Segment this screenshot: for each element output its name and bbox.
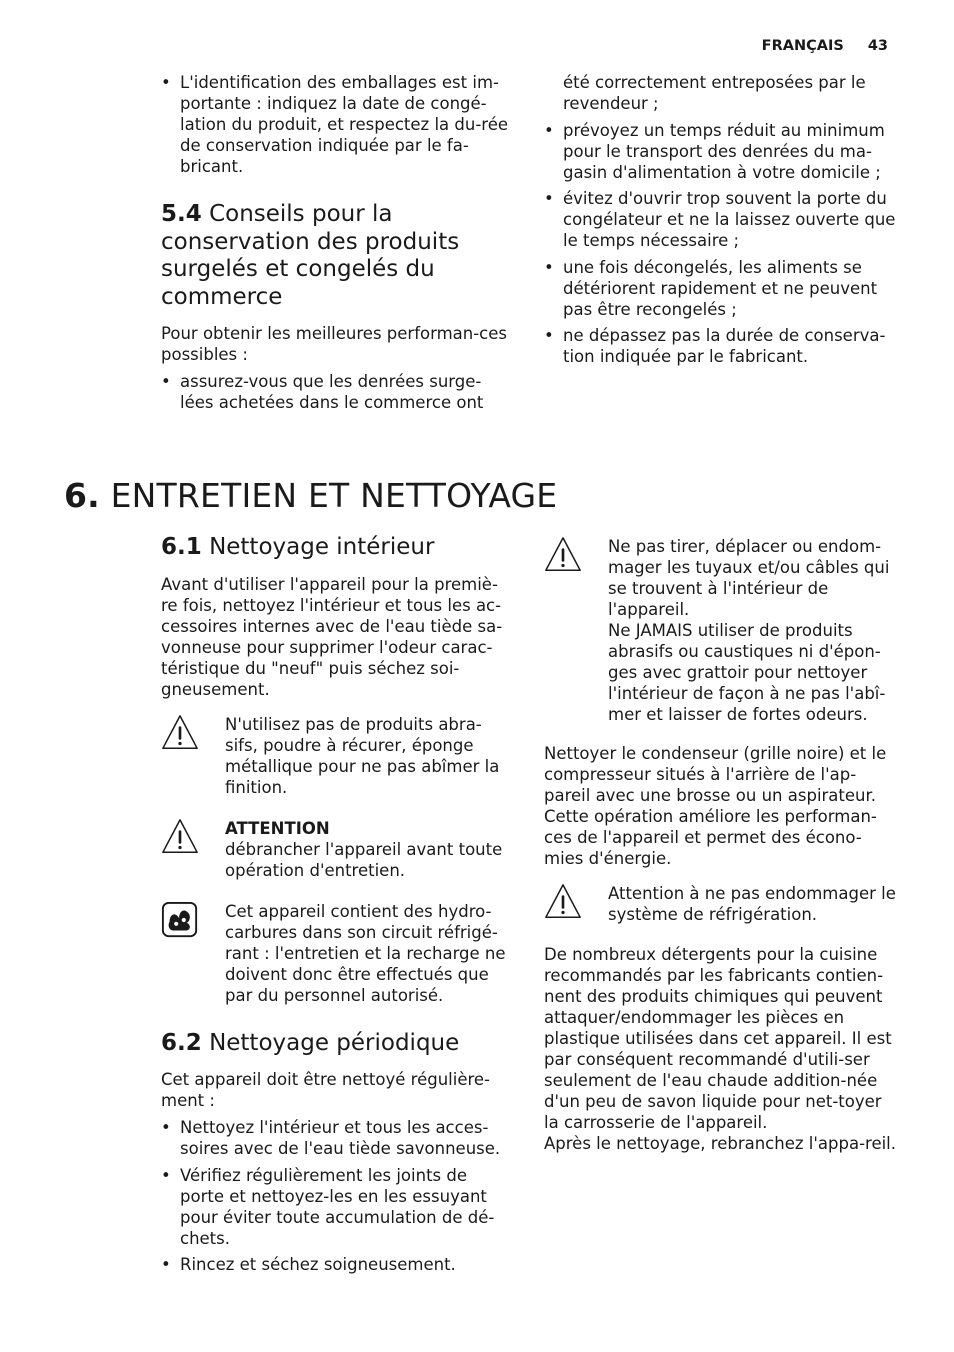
attention-block: [161, 818, 513, 881]
warning-block: [544, 536, 898, 725]
paragraph: Avant d'utiliser l'appareil pour la premiè-re fois, nettoyez l'intérieur et tous les ac-cessoires internes avec de l'eau tiède sa-vonneuse pour supprimer l'odeur carac-téristique du "neuf" puis séchez soi-gneusement.: [161, 574, 503, 699]
warning-triangle-icon: [544, 536, 582, 574]
environment-note-block: [161, 901, 513, 1006]
list-item: • une fois décongelés, les aliments se détériorent rapidement et ne peuvent pas être recongelés ;: [544, 257, 898, 320]
warning-block: [544, 883, 898, 925]
bottom-right-column: [544, 536, 898, 1154]
paragraph: Après le nettoyage, rebranchez l'appa-reil.: [544, 1134, 897, 1153]
bullet-list: [161, 72, 513, 177]
list-item: • ne dépassez pas la durée de conserva-tion indiquée par le fabricant.: [544, 325, 898, 367]
warning-text: Attention à ne pas endommager le système de réfrigération.: [608, 884, 896, 924]
section-number: 5.4: [161, 201, 202, 227]
section-title: Nettoyage intérieur: [209, 534, 435, 560]
warning-triangle-icon: [161, 818, 199, 856]
section-6-2-heading: [161, 1030, 513, 1058]
list-item: • évitez d'ouvrir trop souvent la porte du congélateur et ne la laissez ouverte que le temps nécessaire ;: [544, 188, 898, 251]
paragraph: Cet appareil doit être nettoyé régulière-ment :: [161, 1070, 491, 1110]
section-number: 6.2: [161, 1029, 202, 1056]
list-item: • Rincez et séchez soigneusement.: [161, 1254, 513, 1275]
warning-block: [161, 714, 513, 798]
chapter-heading: [64, 476, 557, 515]
list-item: • assurez-vous que les denrées surge-lées achetées dans le commerce ont: [161, 371, 513, 413]
warning-text: N'utilisez pas de produits abra-sifs, poudre à récurer, éponge métallique pour ne pas abîmer la finition.: [225, 714, 500, 797]
top-right-column: [544, 72, 898, 373]
list-item: • prévoyez un temps réduit au minimum pour le transport des denrées du ma-gasin d'alimentation à votre domicile ;: [544, 120, 898, 183]
attention-text: débrancher l'appareil avant toute opération d'entretien.: [225, 839, 503, 880]
list-item: • L'identification des emballages est im-portante : indiquez la date de congé-lation du produit, et respectez la du-rée de conservation indiquée par le fa-bricant.: [161, 72, 513, 177]
attention-label: ATTENTION: [225, 818, 330, 838]
chapter-number: 6.: [64, 476, 100, 515]
warning-text: Ne JAMAIS utiliser de produits abrasifs ou caustiques ni d'épon-ges avec grattoir pour nettoyer l'intérieur de façon à ne pas l'abî-mer et laisser de fortes odeurs.: [608, 621, 886, 724]
paragraph: été correctement entreposées par le revendeur ;: [563, 73, 866, 113]
page-number: 43: [867, 38, 888, 54]
warning-text: Ne pas tirer, déplacer ou endom-mager les tuyaux et/ou câbles qui se trouvent à l'intérieur de l'appareil.: [608, 537, 890, 619]
paragraph: Nettoyer le condenseur (grille noire) et le compresseur situés à l'arrière de l'ap-pareil avec une brosse ou un aspirateur. Cette opération améliore les performan-ces de l'appareil et permet des écono-mies d'énergie.: [544, 744, 887, 868]
section-number: 6.1: [161, 534, 202, 560]
paragraph: De nombreux détergents pour la cuisine recommandés par les fabricants contien-nent des produits chimiques qui peuvent attaquer/endommager les pièces en plastique utilisées dans cet appareil. Il est par conséquent recommandé d'utili-ser seulement de l'eau chaude addition-née d'un peu de savon liquide pour net-toyer la carrosserie de l'appareil.: [544, 945, 892, 1132]
list-item: • Vérifiez régulièrement les joints de porte et nettoyez-les en les essuyant pour éviter toute accumulation de dé-chets.: [161, 1165, 513, 1249]
top-left-column: [161, 72, 513, 419]
section-title: Conseils pour la conservation des produits surgelés et congelés du commerce: [161, 201, 460, 310]
section-6-1-heading: [161, 534, 513, 562]
page-header: [762, 38, 888, 54]
chapter-title: ENTRETIEN ET NETTOYAGE: [110, 476, 558, 515]
section-5-4-heading: [161, 201, 513, 311]
bullet-list: [544, 120, 898, 368]
environment-icon: [161, 901, 199, 939]
list-item: • Nettoyez l'intérieur et tous les acces-soires avec de l'eau tiède savonneuse.: [161, 1117, 513, 1159]
environment-note-text: Cet appareil contient des hydro-carbures dans son circuit réfrigé-rant : l'entretien et la recharge ne doivent donc être effectués que par du personnel autorisé.: [225, 901, 506, 1005]
paragraph: Pour obtenir les meilleures performan-ces possibles :: [161, 324, 508, 364]
bottom-left-column: [161, 534, 513, 1281]
warning-triangle-icon: [161, 714, 199, 752]
bullet-list: [161, 1117, 513, 1275]
bullet-list: [161, 371, 513, 413]
section-title: Nettoyage périodique: [209, 1029, 460, 1056]
warning-triangle-icon: [544, 883, 582, 921]
header-language: FRANÇAIS: [761, 38, 844, 54]
